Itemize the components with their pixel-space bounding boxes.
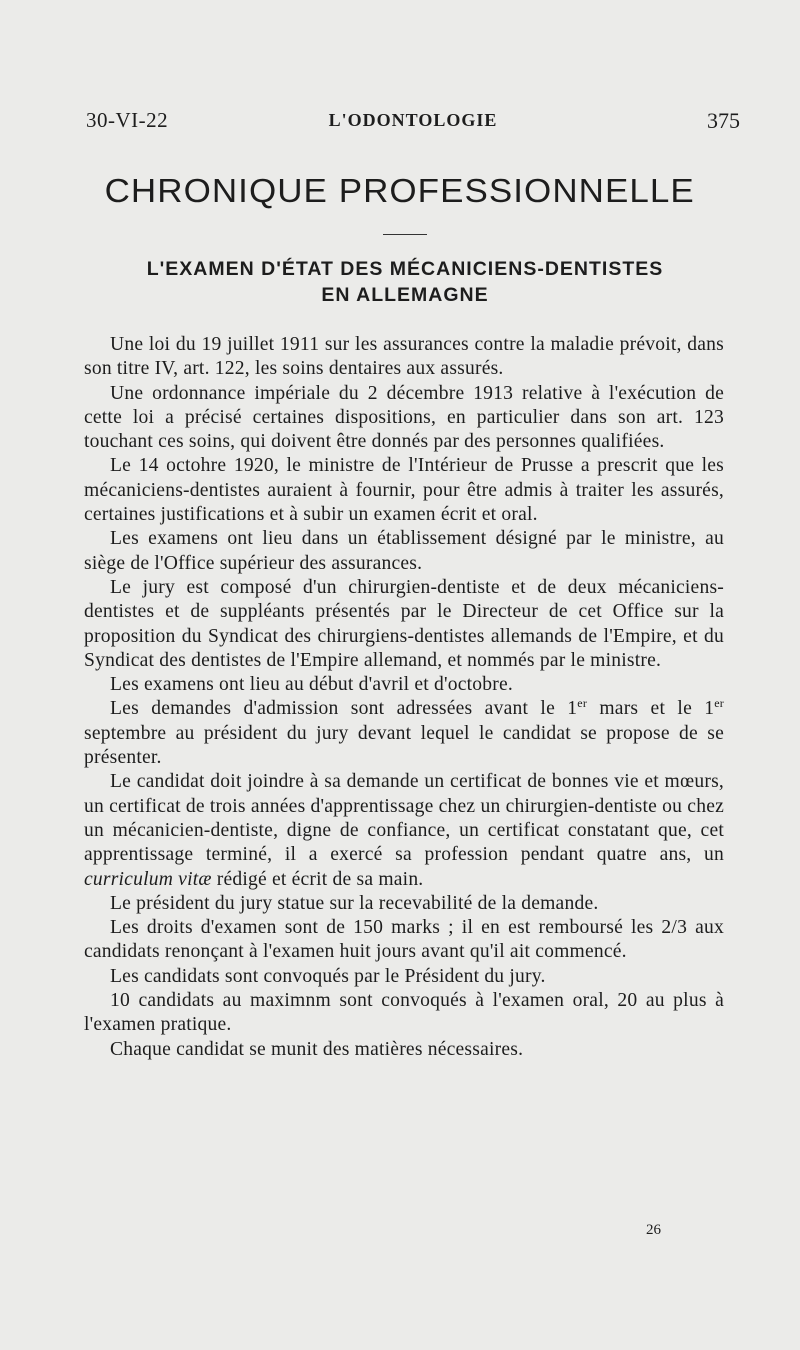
journal-name: L'ODONTOLOGIE [328,110,498,130]
paragraph: Le 14 octohre 1920, le ministre de l'Intérieur de Prusse a prescrit que les mécaniciens-dentistes auraient à fournir, pour être admis à traiter les assurés, certaines justifications et à subir un examen écrit et oral. [84,455,724,526]
issue-date: 30-VI-22 [86,108,169,132]
text-fragment: mars et le 1 [587,698,715,720]
article-body [84,333,724,1062]
paragraph: Le jury est composé d'un chirurgien-dentiste et de deux mécaniciens-dentistes et de suppléants présentés par le Directeur de cet Office sur la proposition du Syndicat des chirurgiens-dentistes allemands de l'Empire, et du Syndicat des dentistes de l'Empire allemand, et nommés par le ministre. [84,576,724,671]
text-fragment: septembre au président du jury devant lequel le candidat se propose de se présenter. [84,722,724,769]
paragraph: Une loi du 19 juillet 1911 sur les assurances contre la maladie prévoit, dans son titre IV, art. 122, les soins dentaires aux assurés. [84,334,724,380]
section-title: CHRONIQUE PROFESSIONNELLE [104,172,695,209]
paragraph: Les droits d'examen sont de 150 marks ; il en est remboursé les 2/3 aux candidats renonçant à l'examen huit jours avant qu'il ait commencé. [84,917,724,963]
text-fragment: rédigé et écrit de sa main. [211,868,424,890]
article-title [82,256,728,308]
paragraph: Les examens ont lieu dans un établissement désigné par le ministre, au siège de l'Office supérieur des assurances. [84,528,724,574]
title-divider [383,234,427,235]
paragraph: Les candidats sont convoqués par le Président du jury. [110,965,546,987]
italic-phrase: curriculum vitæ [84,868,212,890]
paragraph: Les examens ont lieu au début d'avril et d'octobre. [110,674,514,696]
page-number: 375 [707,108,740,133]
article-title-line-1: L'EXAMEN D'ÉTAT DES MÉCANICIENS-DENTISTES [146,258,664,280]
signature-mark: 26 [646,1222,661,1238]
article-title-line-2: EN ALLEMAGNE [321,284,489,306]
paragraph: 10 candidats au maximnm sont convoqués à l'examen oral, 20 au plus à l'examen pratique. [84,990,724,1036]
text-fragment: Le candidat doit joindre à sa demande un certificat de bonnes vie et mœurs, un certificat de trois années d'apprentissage chez un chirurgien-dentiste ou chez un mécanicien-dentiste, digne de confiance, un certificat constatant que, cet apprentissage terminé, il a exercé sa profession pendant quatre ans, un [84,771,724,866]
superscript: er [714,696,725,711]
paragraph: Chaque candidat se munit des matières nécessaires. [110,1038,524,1060]
paragraph: Une ordonnance impériale du 2 décembre 1913 relative à l'exécution de cette loi a précisé certaines dispositions, en particulier dans son art. 123 touchant ces soins, qui doivent être donnés par des personnes qualifiées. [84,382,724,453]
paragraph-admission [84,697,724,770]
running-head [86,108,740,138]
superscript: er [577,696,588,711]
text-fragment: Les demandes d'admission sont adressées avant le 1 [110,698,578,720]
paragraph: Le président du jury statue sur la recevabilité de la demande. [110,892,599,914]
paragraph-candidate [84,770,724,891]
